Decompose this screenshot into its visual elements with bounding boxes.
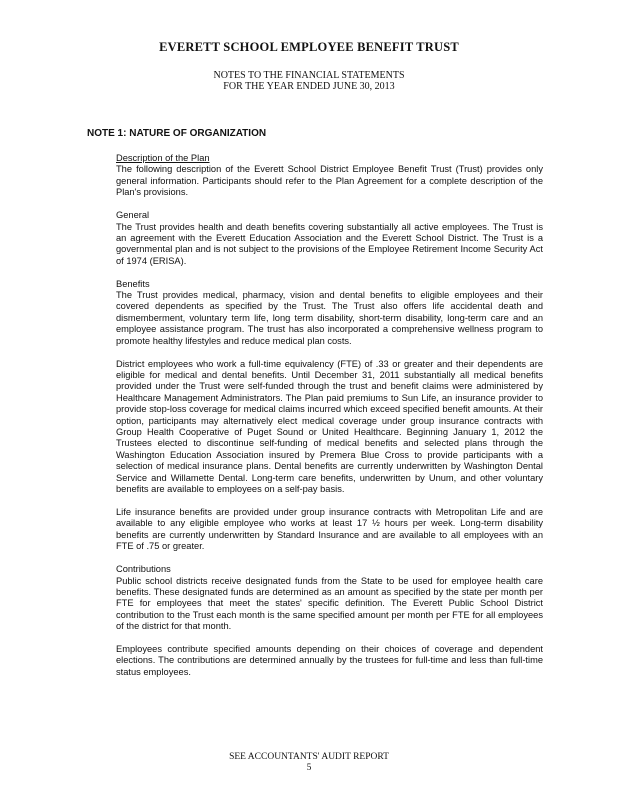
subtitle-line-1: NOTES TO THE FINANCIAL STATEMENTS [213,70,405,81]
section-title-description: Description of the Plan [116,153,210,163]
paragraph-life-insurance: Life insurance benefits are provided under group insurance contracts with Metropolitan Life and are available to any eligible employee who works at least 17 ½ hours per week. Long-term disability benefits are currently underwritten by Standard Insurance and are available to all employees with an FTE of .75 or greater. [116,506,543,552]
page-title: EVERETT SCHOOL EMPLOYEE BENEFIT TRUST [159,40,459,54]
section-district-eligibility [116,359,543,496]
paragraph-general: The Trust provides health and death benefits covering substantially all active employees. The Trust is an agreement with the Everett Education Association and the Everett School District. The Trust is a governmental plan and is not subject to the provisions of the Employee Retirement Income Security Act of 1974 (ERISA). [116,221,543,266]
section-benefits [116,279,543,347]
page-footer [0,752,618,774]
page-number: 5 [306,763,312,773]
note-body [116,153,543,690]
paragraph-description: The following description of the Everett School District Employee Benefit Trust (Trust) provides only general information. Participants should refer to the Plan Agreement for a complete description of the Plan's provisions. [116,164,543,198]
paragraph-benefits: The Trust provides medical, pharmacy, vision and dental benefits to eligible employees and their covered dependents as specified by the Trust. The Trust also offers life accidental death and dismemberment, voluntary term life, long term disability, short-term disability, long-term care and an employee assistance program. The trust has also incorporated a comprehensive wellness program to promote healthy lifestyles and reduce medical plan costs. [116,290,543,346]
section-life-insurance [116,507,543,553]
note-heading: NOTE 1: NATURE OF ORGANIZATION [87,128,267,139]
paragraph-district-eligibility: District employees who work a full-time equivalency (FTE) of .33 or greater and their dependents are eligible for medical and dental benefits. Until December 31, 2011 substantially all medical benefits provided under the Trust were self-funded through the trust and benefit claims were administered by Healthcare Management Administrators. The Plan paid premiums to Sun Life, an insurance provider to provide stop-loss coverage for medical claims incurred which exceed specified benefit amounts. At their option, participants may alternatively elect medical coverage under group insurance contracts with Group Health Cooperative of Puget Sound or United Healthcare. Beginning January 1, 2012 the Trustees elected to discontinue self-funding of medical benefits and selected plans through the Washington Education Association insured by Premera Blue Cross to provide participants with a selection of medical insurance plans. Dental benefits are currently underwritten by Washington Dental Service and Willamette Dental. Long-term care benefits, underwritten by Unum, and other voluntary benefits are available to employees on a self-pay basis. [116,358,543,495]
section-description [116,153,543,199]
paragraph-contributions: Public school districts receive designated funds from the State to be used for employee health care benefits. These designated funds are determined as an amount as specified by the state per month per FTE for employees that meet the states' specific definition. The Everett Public School District contribution to the Trust each month is the same specified amount per month per FTE for all employees of the district for that month. [116,575,543,632]
section-title-general: General [116,210,150,221]
paragraph-employee-contributions: Employees contribute specified amounts depending on their choices of coverage and dependent elections. The contributions are determined annually by the trustees for full-time and less than full-time status employees. [116,644,543,677]
subtitle-line-2: FOR THE YEAR ENDED JUNE 30, 2013 [223,81,395,92]
section-title-contributions: Contributions [116,564,171,575]
audit-report-note: SEE ACCOUNTANTS' AUDIT REPORT [229,752,389,762]
section-title-benefits: Benefits [116,278,150,289]
section-general [116,210,543,267]
section-employee-contributions [116,644,543,678]
section-contributions [116,564,543,632]
page-subtitle [0,70,618,92]
